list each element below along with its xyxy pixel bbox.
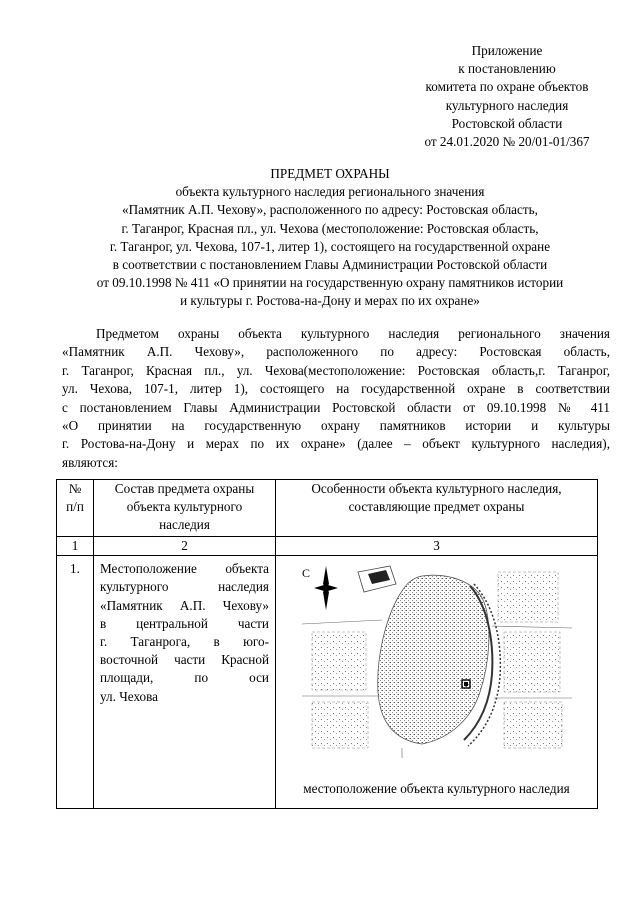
document-title xyxy=(60,165,600,311)
body-line: являются: xyxy=(62,454,118,470)
composition-line: «Памятник А.П. Чехову» xyxy=(100,597,269,613)
composition-line: культурного наследия xyxy=(100,579,269,595)
body-line: с постановлением Главы Администрации Ростовской области от 09.10.1998 № 411 xyxy=(62,399,610,415)
body-line: «О принятии на государственную охрану памятников истории и культуры xyxy=(62,417,610,433)
header-col-composition xyxy=(94,480,276,537)
title-line: от 09.10.1998 № 411 «О принятии на государственную охрану памятников истории xyxy=(96,275,564,291)
appendix-block xyxy=(400,42,614,151)
appendix-line: от 24.01.2020 № 20/01-01/367 xyxy=(424,134,590,150)
table-header-row xyxy=(57,480,598,537)
compass-icon xyxy=(314,566,338,610)
row-number: 1. xyxy=(57,556,94,809)
body-line: г. Таганрог, Красная пл., ул. Чехова(местоположение: Ростовская область,г. Таганрог, xyxy=(62,362,610,378)
appendix-line: комитета по охране объектов xyxy=(425,79,589,95)
header-text: наследия xyxy=(159,517,210,533)
header-col-features xyxy=(276,480,598,537)
appendix-line: Ростовской области xyxy=(451,115,563,131)
north-label: С xyxy=(302,566,311,581)
body-line: г. Ростова-на-Дону и мерах по их охране» (далее – объект культурного наследия), xyxy=(62,436,610,452)
composition-line: площади, по оси xyxy=(100,670,269,686)
composition-line: восточной части Красной xyxy=(100,652,269,668)
body-line: Предметом охраны объекта культурного наследия регионального значения xyxy=(96,326,610,341)
body-line: ул. Чехова, 107-1, литер 1), состоящего на государственной охране в соответствии xyxy=(62,381,610,397)
header-text: № xyxy=(68,481,82,496)
title-line: и культуры г. Ростова-на-Дону и мерах по их охране» xyxy=(180,293,480,309)
title-line: «Памятник А.П. Чехову», расположенного по адресу: Ростовская область, xyxy=(122,202,538,218)
map-caption: местоположение объекта культурного наследия xyxy=(303,781,570,796)
composition-line: г. Таганрога, в юго- xyxy=(100,633,269,649)
table-number-row xyxy=(57,537,598,556)
header-col-num xyxy=(57,480,94,537)
header-text: Состав предмета охраны xyxy=(114,481,255,496)
title-heading: ПРЕДМЕТ ОХРАНЫ xyxy=(270,166,390,181)
body-line: «Памятник А.П. Чехову», расположенного по адресу: Ростовская область, xyxy=(62,344,610,360)
table-row xyxy=(57,556,598,809)
title-line: г. Таганрог, Красная пл., ул. Чехова (местоположение: Ростовская область, xyxy=(121,220,539,236)
appendix-line: Приложение xyxy=(471,43,543,58)
composition-line: в центральной части xyxy=(100,615,269,631)
location-map xyxy=(302,562,572,758)
header-text: составляющие предмет охраны xyxy=(348,499,525,515)
title-line: объекта культурного наследия регионального значения xyxy=(175,184,485,200)
header-text: п/п xyxy=(66,499,84,515)
row-composition xyxy=(94,556,276,809)
column-number: 3 xyxy=(276,537,598,556)
body-paragraph xyxy=(62,325,610,472)
composition-line: ул. Чехова xyxy=(100,688,159,704)
appendix-line: к постановлению xyxy=(458,61,556,77)
square-area xyxy=(377,575,500,746)
column-number: 1 xyxy=(57,537,94,556)
composition-line: Местоположение объекта xyxy=(100,561,269,577)
title-line: в соответствии с постановлением Главы Администрации Ростовской области xyxy=(112,257,548,273)
north-arrow xyxy=(302,564,338,612)
column-number: 2 xyxy=(94,537,276,556)
protection-table xyxy=(56,479,598,809)
header-text: Особенности объекта культурного наследия, xyxy=(311,481,562,496)
title-line: г. Таганрог, ул. Чехова, 107-1, литер 1), состоящего на государственной охране xyxy=(109,238,551,254)
header-text: объекта культурного xyxy=(126,499,243,515)
appendix-line: культурного наследия xyxy=(445,97,569,113)
row-features xyxy=(276,556,598,809)
